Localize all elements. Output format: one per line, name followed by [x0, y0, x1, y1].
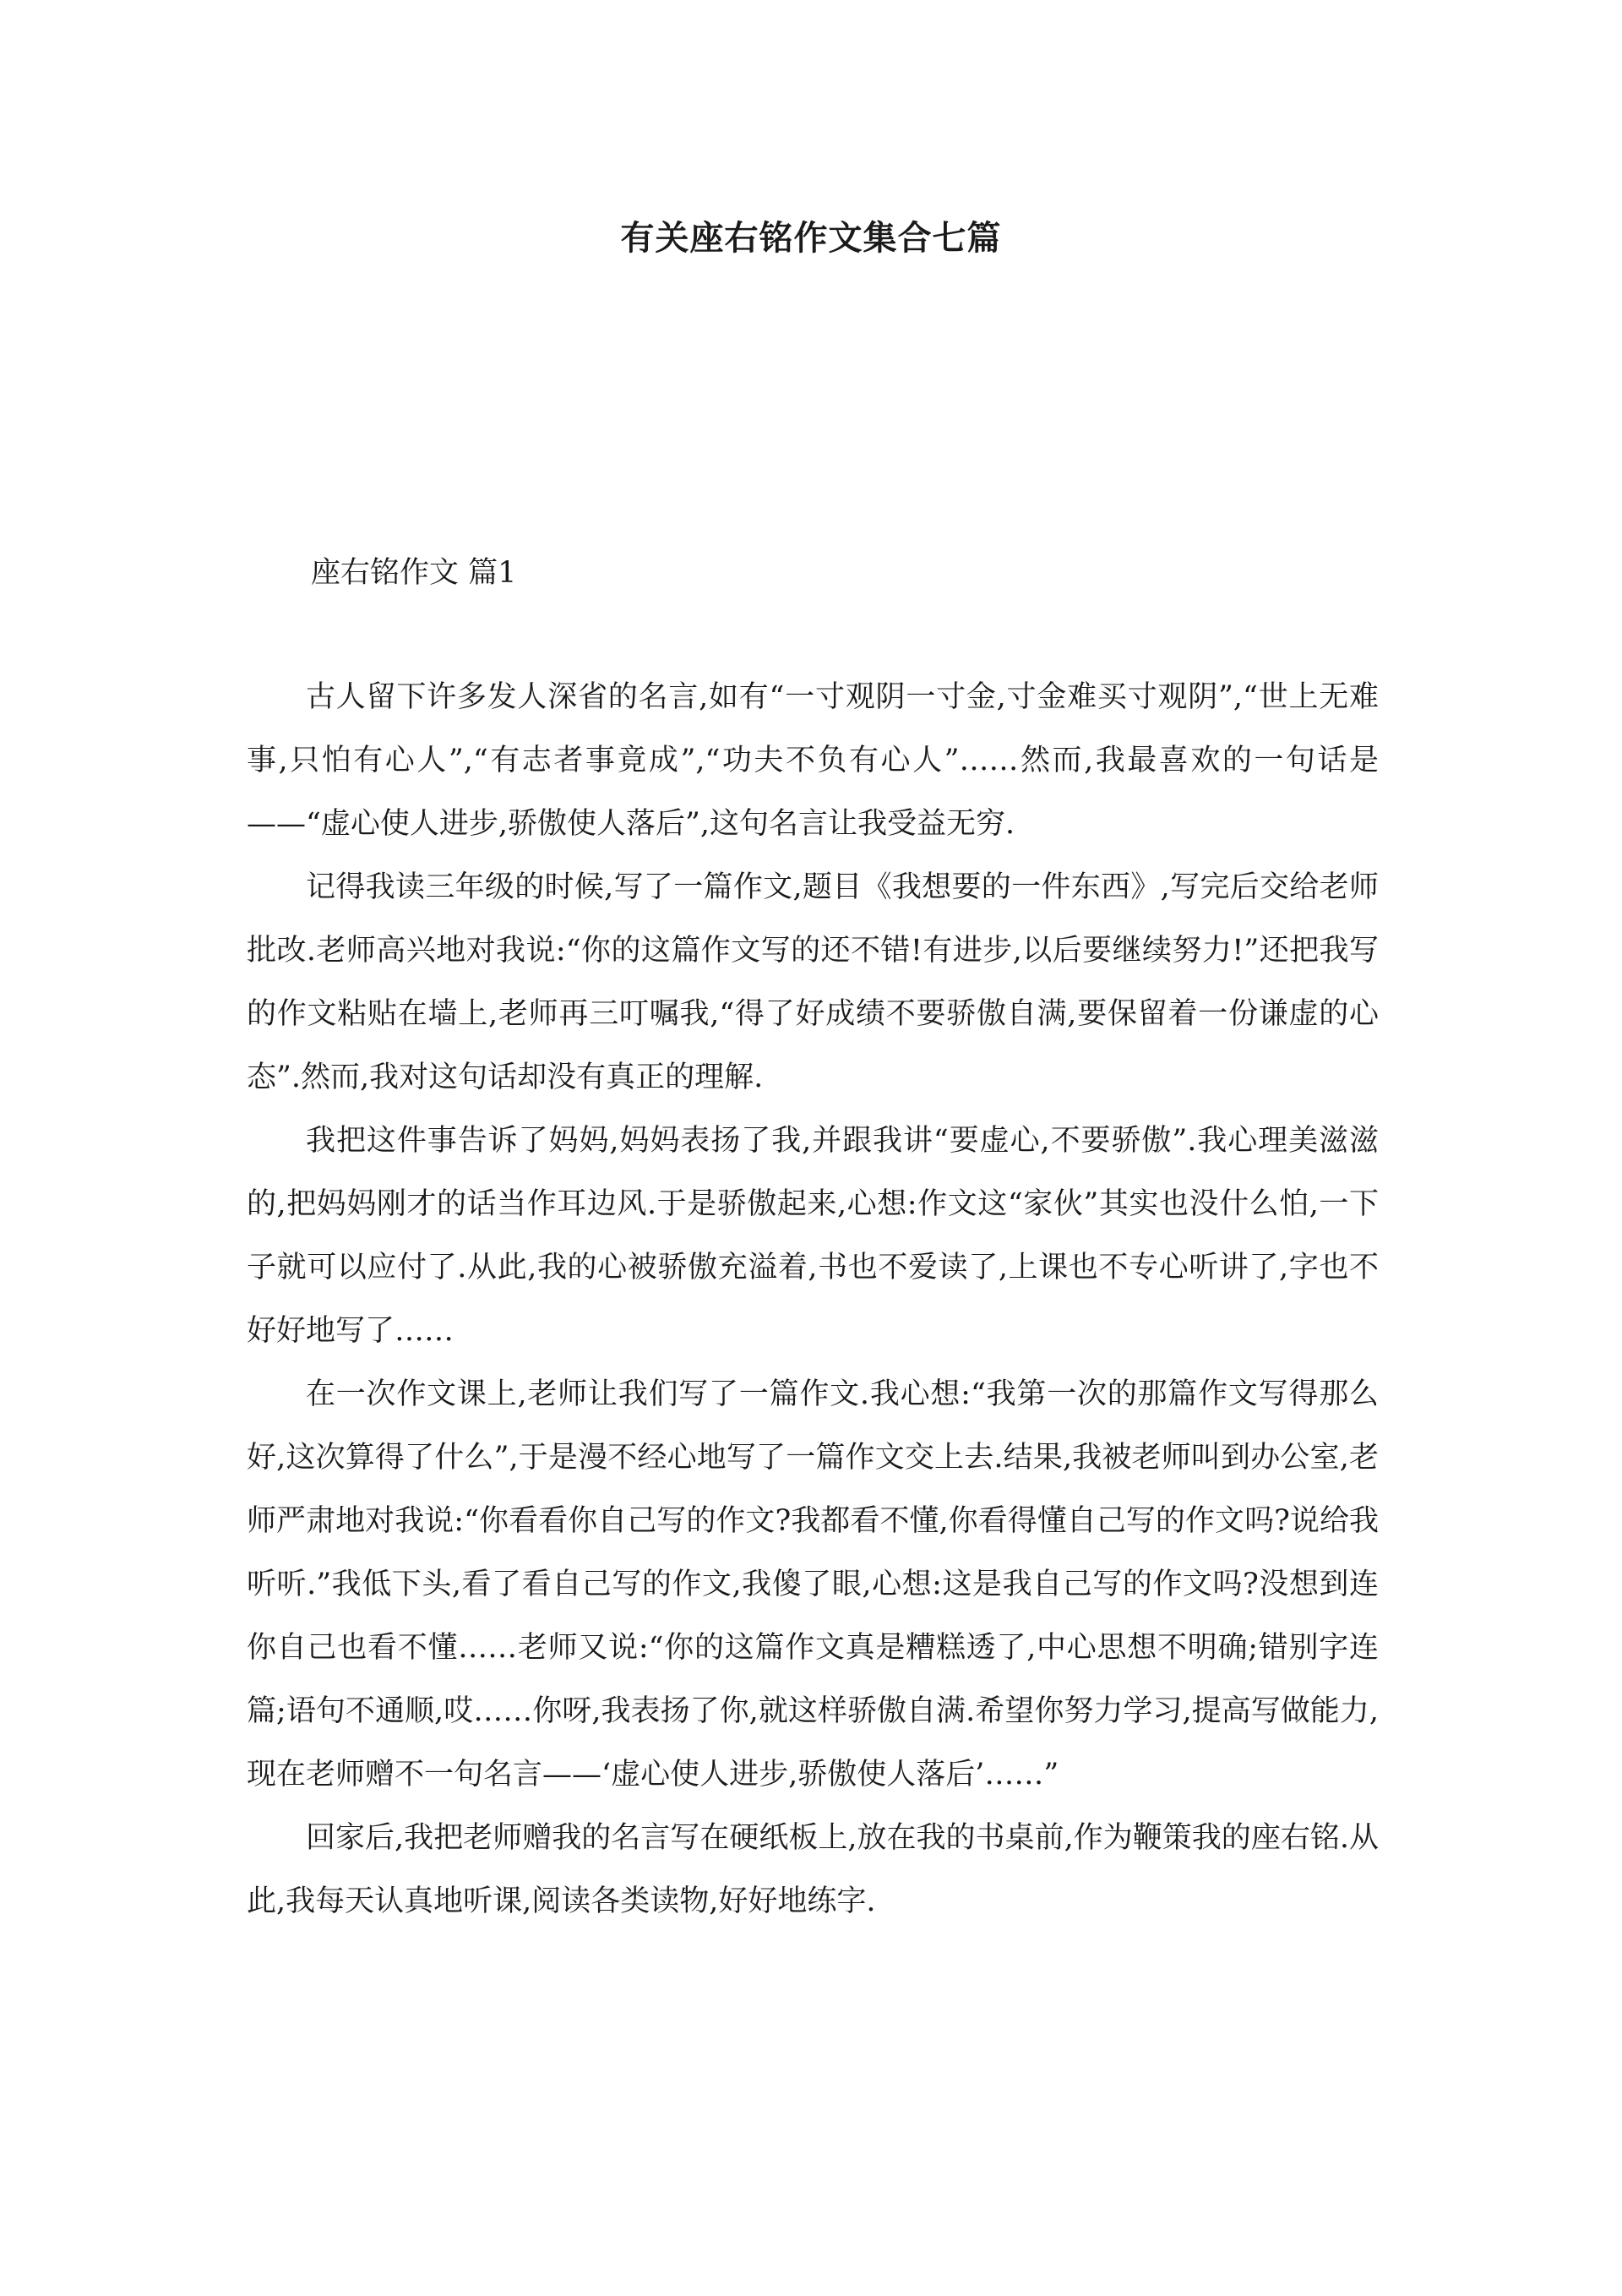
paragraph: 记得我读三年级的时候,写了一篇作文,题目《我想要的一件东西》,写完后交给老师批改.老师高兴地对我说:“你的这篇作文写的还不错!有进步,以后要继续努力!”还把我写的作文粘贴在墙上,老师再三叮嘱我,“得了好成绩不要骄傲自满,要保留着一份谦虚的心态”.然而,我对这句话却没有真正的理解.	[247, 870, 1379, 1094]
document-title: 有关座右铭作文集合七篇	[620, 218, 1002, 258]
paragraph: 古人留下许多发人深省的名言,如有“一寸观阴一寸金,寸金难买寸观阴”,“世上无难事,只怕有心人”,“有志者事竟成”,“功夫不负有心人”……然而,我最喜欢的一句话是——“虚心使人进步,骄傲使人落后”,这句名言让我受益无穷.	[247, 680, 1379, 841]
paragraph: 在一次作文课上,老师让我们写了一篇作文.我心想:“我第一次的那篇作文写得那么好,这次算得了什么”,于是漫不经心地写了一篇作文交上去.结果,我被老师叫到办公室,老师严肃地对我说:“你看看你自己写的作文?我都看不懂,你看得懂自己写的作文吗?说给我听听.”我低下头,看了看自己写的作文,我傻了眼,心想:这是我自己写的作文吗?没想到连你自己也看不懂……老师又说:“你的这篇作文真是糟糕透了,中心思想不明确;错别字连篇;语句不通顺,哎……你呀,我表扬了你,就这样骄傲自满.希望你努力学习,提高写做能力,现在老师赠不一句名言——‘虚心使人进步,骄傲使人落后’……”	[247, 1377, 1379, 1792]
paragraph: 回家后,我把老师赠我的名言写在硬纸板上,放在我的书桌前,作为鞭策我的座右铭.从此,我每天认真地听课,阅读各类读物,好好地练字.	[247, 1821, 1379, 1918]
paragraph: 我把这件事告诉了妈妈,妈妈表扬了我,并跟我讲“要虚心,不要骄傲”.我心理美滋滋的,把妈妈刚才的话当作耳边风.于是骄傲起来,心想:作文这“家伙”其实也没什么怕,一下子就可以应付了.从此,我的心被骄傲充溢着,书也不爱读了,上课也不专心听讲了,字也不好好地写了……	[247, 1124, 1379, 1348]
article-body	[247, 666, 1379, 1933]
section-heading: 座右铭作文 篇1	[311, 556, 517, 590]
